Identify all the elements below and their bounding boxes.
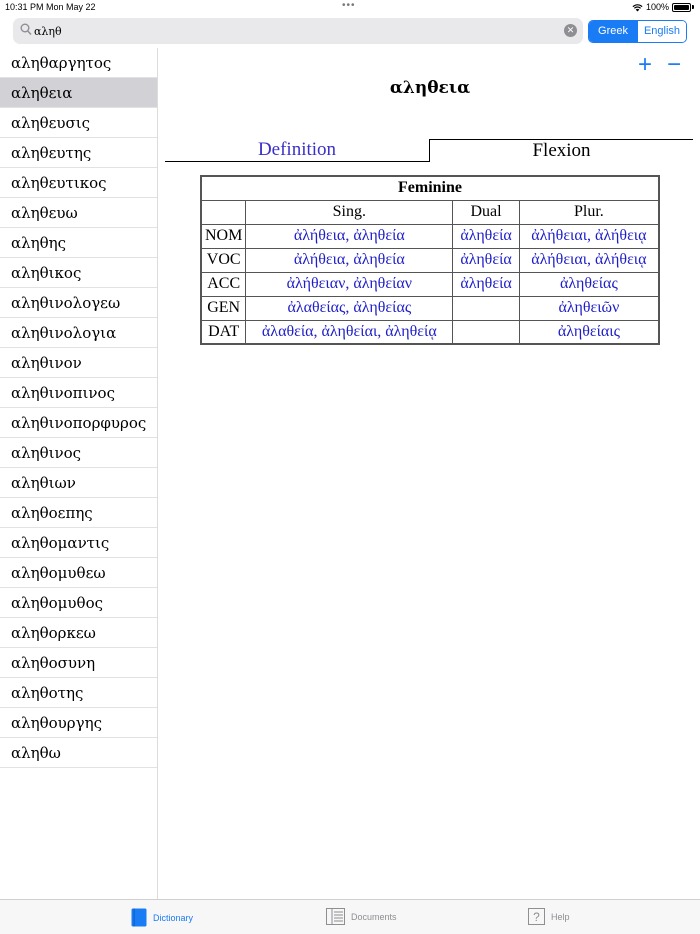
tab-help-label: Help: [551, 911, 570, 922]
tab-dictionary[interactable]: [131, 908, 193, 927]
case-cell: VOC: [201, 248, 246, 272]
clear-search-icon[interactable]: ✕: [564, 24, 577, 37]
documents-icon: [326, 908, 345, 925]
table-row: [201, 296, 659, 320]
language-segmented-control: [588, 20, 687, 43]
tab-dictionary-label: Dictionary: [153, 912, 194, 923]
word-list-item[interactable]: αληθομυθος: [0, 588, 157, 618]
word-list-item[interactable]: αληθοσυνη: [0, 648, 157, 678]
status-time: 10:31 PM: [5, 2, 44, 12]
singular-cell: ἀλαθεία, ἀληθείαι, ἀληθείᾳ: [246, 320, 453, 344]
word-list-item[interactable]: αληθευτης: [0, 138, 157, 168]
word-list-item[interactable]: αληθης: [0, 228, 157, 258]
status-date: Mon May 22: [46, 2, 96, 12]
table-header-row: [201, 200, 659, 224]
word-list-item[interactable]: αληθαργητος: [0, 48, 157, 78]
singular-cell: ἀλήθεια, ἀληθεία: [246, 248, 453, 272]
word-list-sidebar: [0, 48, 158, 899]
word-list-item[interactable]: αληθευω: [0, 198, 157, 228]
zoom-out-button[interactable]: −: [667, 51, 682, 78]
word-list-item[interactable]: αληθινος: [0, 438, 157, 468]
dual-cell: ἀληθεία: [453, 248, 520, 272]
search-bar: [13, 18, 583, 44]
wifi-icon: [632, 3, 643, 12]
help-icon: [528, 908, 545, 925]
dual-cell: ἀληθεία: [453, 224, 520, 248]
battery-tip-icon: [692, 5, 694, 9]
headword-title: αληθεια: [389, 78, 471, 98]
header-plural: Plur.: [519, 200, 659, 224]
singular-cell: ἀλαθείας, ἀληθείας: [246, 296, 453, 320]
tab-documents[interactable]: [326, 908, 397, 925]
header-dual: Dual: [453, 200, 520, 224]
dual-cell: ἀληθεία: [453, 272, 520, 296]
status-right: [632, 2, 694, 12]
header-singular: Sing.: [246, 200, 453, 224]
multitasking-dots-icon[interactable]: •••: [342, 0, 356, 11]
plural-cell: ἀλήθειαι, ἀλήθειᾳ: [519, 224, 659, 248]
status-bar: [0, 0, 700, 14]
table-row: [201, 248, 659, 272]
case-cell: NOM: [201, 224, 246, 248]
word-list-item[interactable]: αληθευσις: [0, 108, 157, 138]
zoom-in-button[interactable]: +: [638, 51, 653, 78]
search-input[interactable]: [34, 21, 554, 41]
word-list-item[interactable]: αληθινολογεω: [0, 288, 157, 318]
book-icon: [131, 908, 147, 927]
word-list: [0, 48, 157, 768]
plural-cell: ἀληθείαις: [519, 320, 659, 344]
word-list-item[interactable]: αληθευτικος: [0, 168, 157, 198]
tab-documents-label: Documents: [351, 911, 397, 922]
plural-cell: ἀληθειῶν: [519, 296, 659, 320]
singular-cell: ἀλήθεια, ἀληθεία: [246, 224, 453, 248]
word-list-item[interactable]: αληθοεπης: [0, 498, 157, 528]
word-list-item[interactable]: αληθινον: [0, 348, 157, 378]
search-icon: [20, 23, 32, 36]
gender-caption: Feminine: [201, 176, 659, 200]
word-list-item[interactable]: αληθομυθεω: [0, 558, 157, 588]
plural-cell: ἀληθείας: [519, 272, 659, 296]
word-list-item[interactable]: αληθουργης: [0, 708, 157, 738]
tab-help[interactable]: [528, 908, 570, 925]
word-list-item[interactable]: αληθινοπινος: [0, 378, 157, 408]
singular-cell: ἀλήθειαν, ἀληθείαν: [246, 272, 453, 296]
word-list-item[interactable]: αληθεια: [0, 78, 157, 108]
dual-cell: [453, 296, 520, 320]
tab-flexion[interactable]: Flexion: [429, 139, 693, 162]
bottom-tab-bar: [0, 899, 700, 934]
word-list-item[interactable]: αληθω: [0, 738, 157, 768]
table-row: [201, 320, 659, 344]
dual-cell: [453, 320, 520, 344]
word-list-item[interactable]: αληθικος: [0, 258, 157, 288]
segment-greek[interactable]: Greek: [589, 21, 637, 42]
case-cell: DAT: [201, 320, 246, 344]
word-list-item[interactable]: αληθομαντις: [0, 528, 157, 558]
detail-tabs: [165, 138, 693, 164]
flexion-table: [200, 175, 660, 345]
word-list-item[interactable]: αληθιων: [0, 468, 157, 498]
word-list-item[interactable]: αληθινοπορφυρος: [0, 408, 157, 438]
case-cell: ACC: [201, 272, 246, 296]
word-list-item[interactable]: αληθινολογια: [0, 318, 157, 348]
segment-english[interactable]: English: [637, 21, 686, 42]
word-list-item[interactable]: αληθοτης: [0, 678, 157, 708]
word-list-item[interactable]: αληθορκεω: [0, 618, 157, 648]
tab-definition[interactable]: Definition: [165, 138, 429, 162]
svg-text:?: ?: [533, 910, 540, 924]
plural-cell: ἀλήθειαι, ἀλήθειᾳ: [519, 248, 659, 272]
table-caption-row: [201, 176, 659, 200]
battery-icon: [672, 3, 691, 12]
table-row: [201, 224, 659, 248]
empty-header-cell: [201, 200, 246, 224]
battery-percent: 100%: [645, 2, 669, 12]
flexion-table-body: [201, 224, 659, 344]
case-cell: GEN: [201, 296, 246, 320]
table-row: [201, 272, 659, 296]
